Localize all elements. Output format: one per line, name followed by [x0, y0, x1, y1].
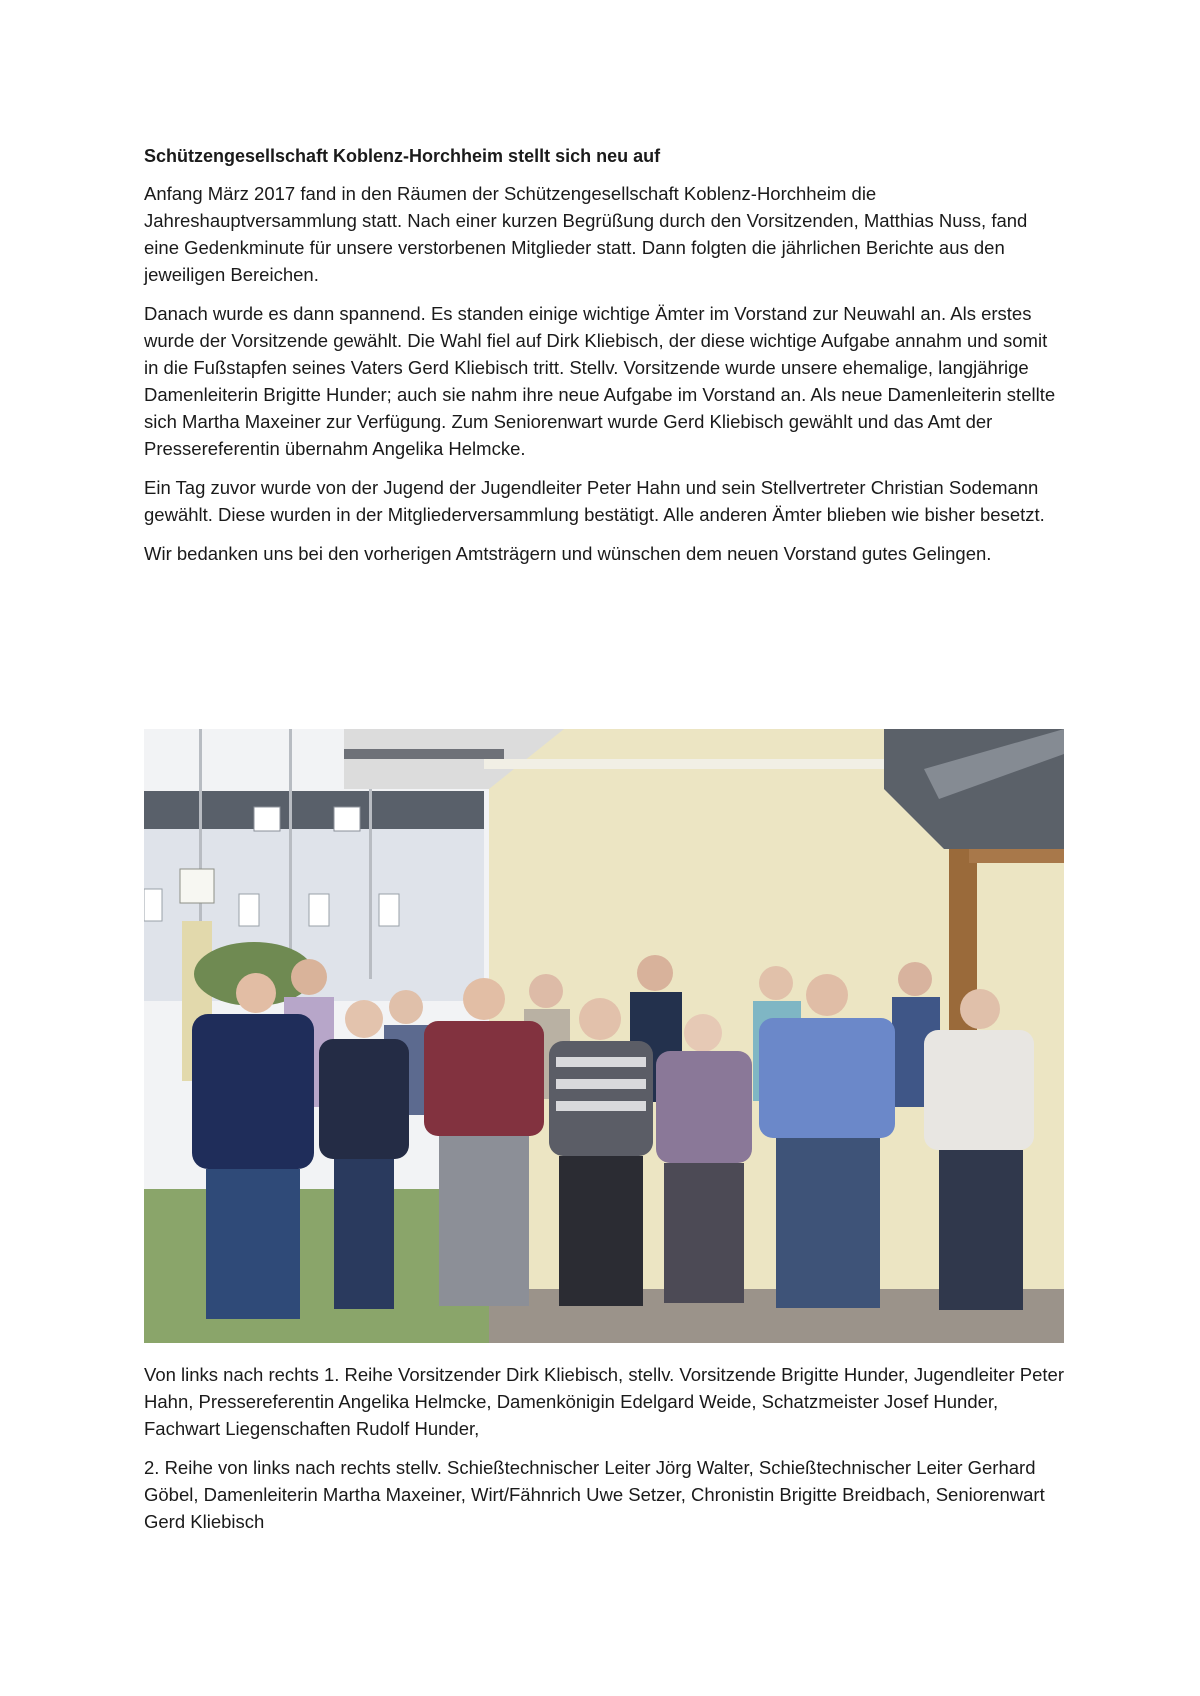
group-photo-illustration [144, 729, 1064, 1343]
article-title: Schützengesellschaft Koblenz-Horchheim stellt sich neu auf [144, 146, 661, 166]
paragraph-intro: Anfang März 2017 fand in den Räumen der Schützengesellschaft Koblenz-Horchheim die Jahreshauptversammlung statt. Nach einer kurzen Begrüßung durch den Vorsitzenden, Matthias Nuss, fand eine Gedenkminute für unsere verstorbenen Mitglieder statt. Dann folgten die jährlichen Berichte aus den jeweiligen Bereichen. [144, 183, 1028, 285]
article [144, 144, 1064, 579]
caption-row-2: 2. Reihe von links nach rechts stellv. Schießtechnischer Leiter Jörg Walter, Schießtechnischer Leiter Gerhard Göbel, Damenleiterin Martha Maxeiner, Wirt/Fähnrich Uwe Setzer, Chronistin Brigitte Breidbach, Seniorenwart Gerd Kliebisch [144, 1457, 1045, 1532]
paragraph-thanks: Wir bedanken uns bei den vorherigen Amtsträgern und wünschen dem neuen Vorstand gutes Gelingen. [144, 543, 992, 564]
caption-row-1: Von links nach rechts 1. Reihe Vorsitzender Dirk Kliebisch, stellv. Vorsitzende Brigitte Hunder, Jugendleiter Peter Hahn, Pressereferentin Angelika Helmcke, Damenkönigin Edelgard Weide, Schatzmeister Josef Hunder, Fachwart Liegenschaften Rudolf Hunder, [144, 1364, 1064, 1439]
group-photo [144, 729, 1064, 1343]
paragraph-elections: Danach wurde es dann spannend. Es standen einige wichtige Ämter im Vorstand zur Neuwahl an. Als erstes wurde der Vorsitzende gewählt. Die Wahl fiel auf Dirk Kliebisch, der diese wichtige Aufgabe annahm und somit in die Fußstapfen seines Vaters Gerd Kliebisch tritt. Stellv. Vorsitzende wurde unsere ehemalige, langjährige Damenleiterin Brigitte Hunder; auch sie nahm ihre neue Aufgabe im Vorstand an. Als neue Damenleiterin stellte sich Martha Maxeiner zur Verfügung. Zum Seniorenwart wurde Gerd Kliebisch gewählt und das Amt der Pressereferentin übernahm Angelika Helmcke. [144, 303, 1056, 459]
photo-captions [144, 1361, 1064, 1547]
paragraph-youth: Ein Tag zuvor wurde von der Jugend der Jugendleiter Peter Hahn und sein Stellvertreter Christian Sodemann gewählt. Diese wurden in der Mitgliederversammlung bestätigt. Alle anderen Ämter blieben wie bisher besetzt. [144, 477, 1045, 525]
